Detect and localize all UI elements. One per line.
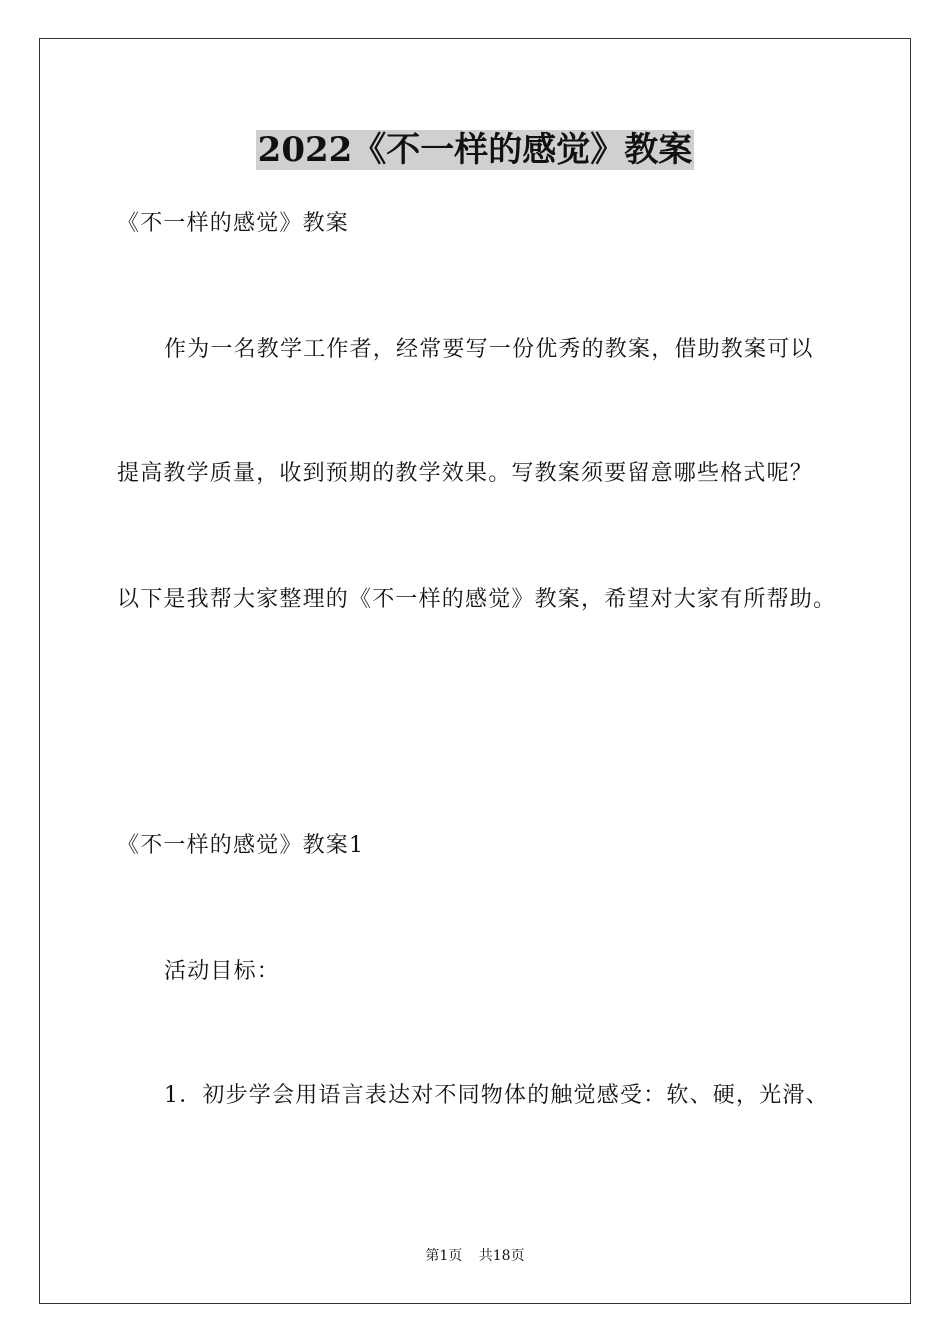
intro-line-2: 提高教学质量，收到预期的教学效果。写教案须要留意哪些格式呢？ bbox=[117, 461, 814, 486]
document-title-text: 2022《不一样的感觉》教案 bbox=[257, 130, 693, 170]
document-subtitle: 《不一样的感觉》教案 bbox=[117, 211, 350, 236]
intro-line-3: 以下是我帮大家整理的《不一样的感觉》教案，希望对大家有所帮助。 bbox=[117, 587, 837, 612]
objective-item-1: 1．初步学会用语言表达对不同物体的触觉感受：软、硬，光滑、 bbox=[164, 1083, 829, 1108]
document-title bbox=[0, 128, 950, 172]
page-footer bbox=[0, 1246, 950, 1266]
intro-line-1: 作为一名教学工作者，经常要写一份优秀的教案，借助教案可以 bbox=[164, 337, 814, 362]
page-number-total: 共18页 bbox=[478, 1248, 525, 1264]
section-heading: 《不一样的感觉》教案1 bbox=[117, 833, 365, 858]
page-number-current: 第1页 bbox=[425, 1248, 463, 1264]
objectives-label: 活动目标： bbox=[164, 959, 281, 984]
